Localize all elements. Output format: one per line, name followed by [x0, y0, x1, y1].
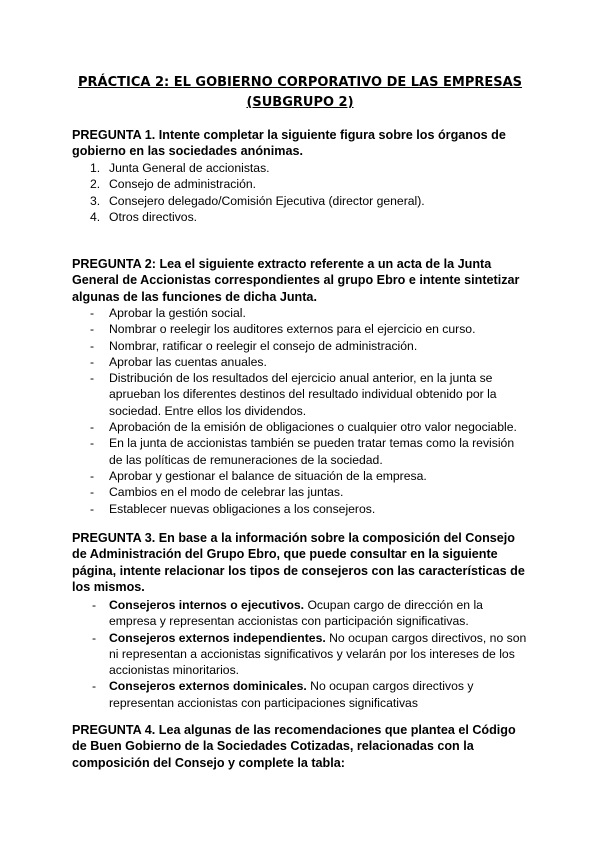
bullet-dash: -: [90, 420, 95, 435]
list-item: [90, 370, 530, 419]
list-text: Consejo de administración.: [109, 177, 257, 192]
consejero-type: Consejeros externos independientes.: [109, 630, 326, 645]
list-item: [90, 484, 530, 500]
question-2-list: [90, 305, 530, 517]
bullet-dash: -: [90, 338, 95, 353]
question-3-list: [90, 597, 530, 711]
list-number: 2.: [90, 177, 101, 192]
consejero-type: Consejeros internos o ejecutivos.: [109, 598, 305, 612]
question-1-list: [90, 160, 530, 225]
list-number: 3.: [90, 193, 101, 208]
question-3-heading: PREGUNTA 3. En base a la información sobre la composición del Consejo de Administración del Grupo Ebro, que puede consultar en la siguiente página, intente relacionar los tipos de consejeros con las características de los mismos.: [72, 531, 525, 594]
list-text: Aprobar las cuentas anuales.: [109, 354, 267, 369]
list-text: Otros directivos.: [109, 209, 198, 224]
list-text: Distribución de los resultados del ejercicio anual anterior, en la junta se aprueban los diferentes destinos del resultado individual obtenido por la sociedad. Entre ellos los dividendos.: [109, 371, 497, 418]
list-item: [90, 678, 530, 711]
list-item: [90, 354, 530, 370]
list-item: [90, 176, 530, 192]
list-text: Aprobar la gestión social.: [109, 306, 246, 320]
list-item: [90, 630, 530, 679]
list-item: [90, 193, 530, 209]
bullet-dash: -: [92, 630, 97, 645]
list-text: Nombrar o reelegir los auditores externos para el ejercicio en curso.: [109, 322, 476, 337]
list-number: 1.: [90, 161, 101, 175]
list-item: [90, 209, 530, 225]
list-item: [90, 597, 530, 630]
bullet-dash: -: [90, 306, 95, 320]
list-text: Consejero delegado/Comisión Ejecutiva (director general).: [109, 193, 425, 208]
list-item: [90, 419, 530, 435]
list-text: En la junta de accionistas también se pueden tratar temas como la revisión de las políticas de remuneraciones de la sociedad.: [109, 436, 515, 467]
list-item: [90, 321, 530, 337]
list-text: Junta General de accionistas.: [109, 161, 270, 175]
consejero-description: Ocupan cargo de dirección en la empresa y representan accionistas con participación significativas.: [109, 598, 483, 629]
list-item: [90, 160, 530, 176]
consejero-description: No ocupan cargos directivos, no son ni representan a accionistas significativos y velarán por los intereses de los accionistas minoritarios.: [109, 630, 527, 678]
bullet-dash: -: [90, 322, 95, 337]
list-text: [109, 597, 530, 630]
list-text: [109, 630, 530, 679]
question-4-heading: PREGUNTA 4. Lea algunas de las recomendaciones que plantea el Código de Buen Gobierno de la Sociedades Cotizadas, relacionadas con la composición del Consejo y complete la tabla:: [72, 723, 516, 770]
list-number: 4.: [90, 209, 101, 224]
list-text: Aprobación de la emisión de obligaciones o cualquier otro valor negociable.: [109, 420, 517, 435]
list-item: [90, 501, 530, 517]
bullet-dash: -: [90, 436, 95, 451]
question-1-heading: PREGUNTA 1. Intente completar la siguiente figura sobre los órganos de gobierno en las sociedades anónimas.: [72, 128, 506, 159]
document-subtitle: (SUBGRUPO 2): [246, 95, 354, 110]
bullet-dash: -: [90, 501, 95, 516]
list-text: Nombrar, ratificar o reelegir el consejo de administración.: [109, 338, 418, 353]
bullet-dash: -: [90, 354, 95, 369]
bullet-dash: -: [92, 598, 97, 612]
list-item: [90, 435, 530, 468]
bullet-dash: -: [90, 485, 95, 500]
list-text: [109, 678, 530, 711]
list-text: Establecer nuevas obligaciones a los consejeros.: [109, 501, 376, 516]
question-2-heading: PREGUNTA 2: Lea el siguiente extracto referente a un acta de la Junta General de Accionistas correspondientes al grupo Ebro e intente sintetizar algunas de las funciones de dicha Junta.: [72, 257, 520, 304]
bullet-dash: -: [90, 371, 95, 386]
list-text: Cambios en el modo de celebrar las juntas.: [109, 485, 344, 500]
consejero-description: No ocupan cargos directivos y representan accionistas con participaciones significativas: [109, 679, 474, 710]
bullet-dash: -: [90, 468, 95, 483]
document-title: PRÁCTICA 2: EL GOBIERNO CORPORATIVO DE LAS EMPRESAS: [77, 75, 523, 90]
list-item: [90, 468, 530, 484]
list-text: Aprobar y gestionar el balance de situación de la empresa.: [109, 468, 427, 483]
bullet-dash: -: [92, 679, 97, 694]
consejero-type: Consejeros externos dominicales.: [109, 679, 307, 694]
list-item: [90, 338, 530, 354]
list-item: [90, 305, 530, 321]
